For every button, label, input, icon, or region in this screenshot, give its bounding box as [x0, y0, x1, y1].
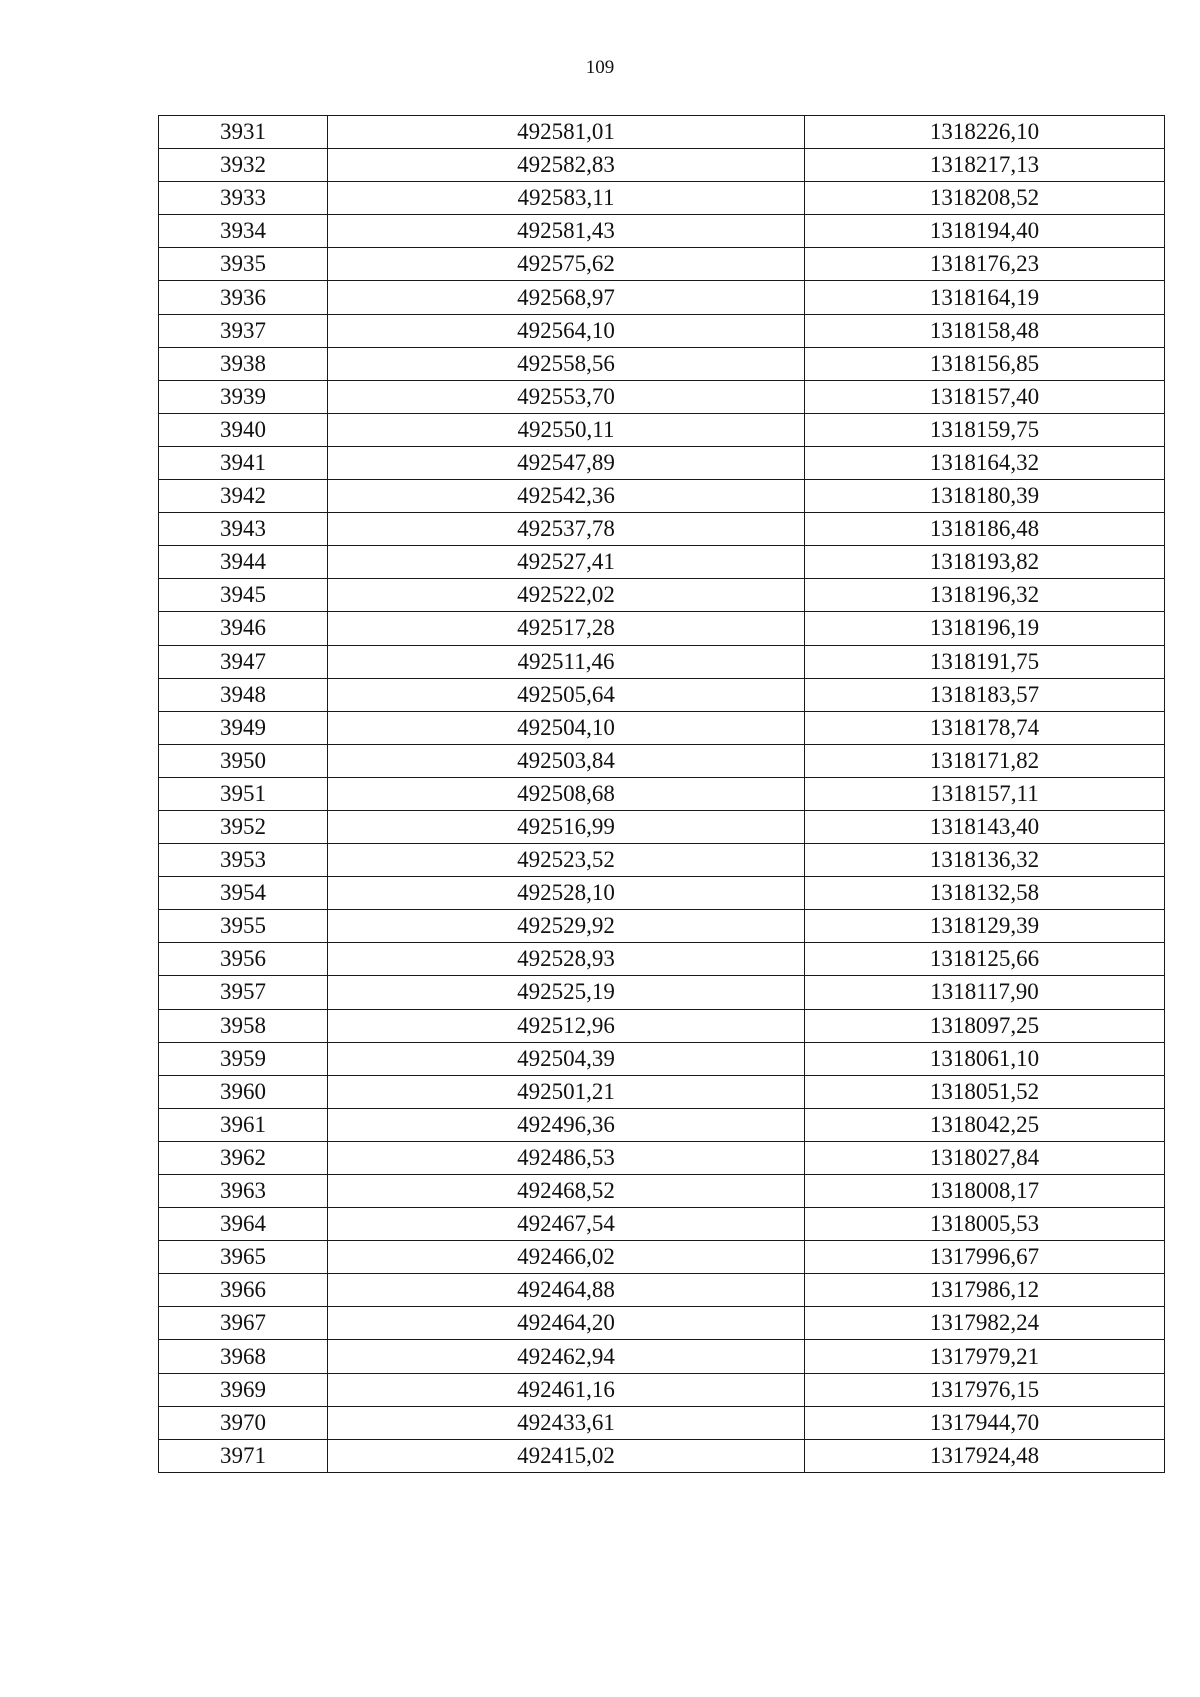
x-coordinate-cell: 492415,02 [328, 1439, 805, 1472]
point-number-cell: 3937 [159, 314, 328, 347]
table-row [159, 546, 1165, 579]
point-number-cell: 3941 [159, 446, 328, 479]
y-coordinate-cell: 1318208,52 [805, 182, 1165, 215]
x-coordinate-cell: 492553,70 [328, 380, 805, 413]
point-number-cell: 3944 [159, 546, 328, 579]
x-coordinate-cell: 492525,19 [328, 976, 805, 1009]
x-coordinate-cell: 492433,61 [328, 1406, 805, 1439]
table-row [159, 1274, 1165, 1307]
x-coordinate-cell: 492496,36 [328, 1108, 805, 1141]
y-coordinate-cell: 1318143,40 [805, 810, 1165, 843]
table-row [159, 1175, 1165, 1208]
y-coordinate-cell: 1318196,32 [805, 579, 1165, 612]
table-row [159, 777, 1165, 810]
table-row [159, 215, 1165, 248]
y-coordinate-cell: 1317982,24 [805, 1307, 1165, 1340]
point-number-cell: 3958 [159, 1009, 328, 1042]
table-row [159, 612, 1165, 645]
table-row [159, 1042, 1165, 1075]
point-number-cell: 3945 [159, 579, 328, 612]
point-number-cell: 3954 [159, 877, 328, 910]
table-row [159, 1141, 1165, 1174]
y-coordinate-cell: 1318164,19 [805, 281, 1165, 314]
y-coordinate-cell: 1318196,19 [805, 612, 1165, 645]
point-number-cell: 3942 [159, 480, 328, 513]
table-row [159, 480, 1165, 513]
x-coordinate-cell: 492504,10 [328, 711, 805, 744]
y-coordinate-cell: 1318178,74 [805, 711, 1165, 744]
point-number-cell: 3932 [159, 149, 328, 182]
y-coordinate-cell: 1318226,10 [805, 116, 1165, 149]
y-coordinate-cell: 1318097,25 [805, 1009, 1165, 1042]
y-coordinate-cell: 1318176,23 [805, 248, 1165, 281]
point-number-cell: 3946 [159, 612, 328, 645]
point-number-cell: 3948 [159, 678, 328, 711]
point-number-cell: 3965 [159, 1241, 328, 1274]
x-coordinate-cell: 492582,83 [328, 149, 805, 182]
x-coordinate-cell: 492547,89 [328, 446, 805, 479]
point-number-cell: 3964 [159, 1208, 328, 1241]
table-row [159, 877, 1165, 910]
x-coordinate-cell: 492529,92 [328, 910, 805, 943]
table-row [159, 281, 1165, 314]
y-coordinate-cell: 1318125,66 [805, 943, 1165, 976]
y-coordinate-cell: 1318051,52 [805, 1075, 1165, 1108]
table-row [159, 744, 1165, 777]
y-coordinate-cell: 1318159,75 [805, 413, 1165, 446]
x-coordinate-cell: 492575,62 [328, 248, 805, 281]
table-row [159, 347, 1165, 380]
y-coordinate-cell: 1318061,10 [805, 1042, 1165, 1075]
point-number-cell: 3936 [159, 281, 328, 314]
table-row [159, 1241, 1165, 1274]
point-number-cell: 3955 [159, 910, 328, 943]
y-coordinate-cell: 1318171,82 [805, 744, 1165, 777]
point-number-cell: 3969 [159, 1373, 328, 1406]
point-number-cell: 3933 [159, 182, 328, 215]
x-coordinate-cell: 492537,78 [328, 513, 805, 546]
x-coordinate-cell: 492568,97 [328, 281, 805, 314]
y-coordinate-cell: 1318183,57 [805, 678, 1165, 711]
y-coordinate-cell: 1318217,13 [805, 149, 1165, 182]
point-number-cell: 3970 [159, 1406, 328, 1439]
y-coordinate-cell: 1317924,48 [805, 1439, 1165, 1472]
x-coordinate-cell: 492528,10 [328, 877, 805, 910]
y-coordinate-cell: 1318117,90 [805, 976, 1165, 1009]
x-coordinate-cell: 492523,52 [328, 844, 805, 877]
y-coordinate-cell: 1318136,32 [805, 844, 1165, 877]
x-coordinate-cell: 492558,56 [328, 347, 805, 380]
point-number-cell: 3931 [159, 116, 328, 149]
table-row [159, 182, 1165, 215]
y-coordinate-cell: 1318008,17 [805, 1175, 1165, 1208]
x-coordinate-cell: 492511,46 [328, 645, 805, 678]
x-coordinate-cell: 492505,64 [328, 678, 805, 711]
point-number-cell: 3962 [159, 1141, 328, 1174]
table-row [159, 149, 1165, 182]
table-row [159, 645, 1165, 678]
y-coordinate-cell: 1317996,67 [805, 1241, 1165, 1274]
table-row [159, 248, 1165, 281]
y-coordinate-cell: 1318191,75 [805, 645, 1165, 678]
x-coordinate-cell: 492516,99 [328, 810, 805, 843]
x-coordinate-cell: 492501,21 [328, 1075, 805, 1108]
x-coordinate-cell: 492527,41 [328, 546, 805, 579]
y-coordinate-cell: 1318132,58 [805, 877, 1165, 910]
point-number-cell: 3968 [159, 1340, 328, 1373]
point-number-cell: 3960 [159, 1075, 328, 1108]
y-coordinate-cell: 1318129,39 [805, 910, 1165, 943]
table-row [159, 1075, 1165, 1108]
table-row [159, 1307, 1165, 1340]
y-coordinate-cell: 1318193,82 [805, 546, 1165, 579]
table-row [159, 380, 1165, 413]
y-coordinate-cell: 1318027,84 [805, 1141, 1165, 1174]
y-coordinate-cell: 1318005,53 [805, 1208, 1165, 1241]
page-number: 109 [585, 57, 615, 78]
table-row [159, 1340, 1165, 1373]
coordinates-table [158, 115, 1165, 1473]
x-coordinate-cell: 492583,11 [328, 182, 805, 215]
table-row [159, 1373, 1165, 1406]
x-coordinate-cell: 492486,53 [328, 1141, 805, 1174]
coordinates-table-body [159, 116, 1165, 1473]
point-number-cell: 3966 [159, 1274, 328, 1307]
point-number-cell: 3934 [159, 215, 328, 248]
x-coordinate-cell: 492461,16 [328, 1373, 805, 1406]
x-coordinate-cell: 492503,84 [328, 744, 805, 777]
y-coordinate-cell: 1318157,40 [805, 380, 1165, 413]
point-number-cell: 3963 [159, 1175, 328, 1208]
table-row [159, 1009, 1165, 1042]
table-row [159, 1108, 1165, 1141]
table-row [159, 711, 1165, 744]
table-row [159, 116, 1165, 149]
x-coordinate-cell: 492462,94 [328, 1340, 805, 1373]
table-row [159, 1208, 1165, 1241]
point-number-cell: 3957 [159, 976, 328, 1009]
y-coordinate-cell: 1318158,48 [805, 314, 1165, 347]
table-row [159, 844, 1165, 877]
y-coordinate-cell: 1318042,25 [805, 1108, 1165, 1141]
y-coordinate-cell: 1317979,21 [805, 1340, 1165, 1373]
table-row [159, 413, 1165, 446]
y-coordinate-cell: 1318156,85 [805, 347, 1165, 380]
point-number-cell: 3940 [159, 413, 328, 446]
x-coordinate-cell: 492522,02 [328, 579, 805, 612]
point-number-cell: 3953 [159, 844, 328, 877]
table-row [159, 910, 1165, 943]
table-row [159, 446, 1165, 479]
x-coordinate-cell: 492581,43 [328, 215, 805, 248]
x-coordinate-cell: 492468,52 [328, 1175, 805, 1208]
x-coordinate-cell: 492550,11 [328, 413, 805, 446]
table-row [159, 1439, 1165, 1472]
point-number-cell: 3935 [159, 248, 328, 281]
point-number-cell: 3952 [159, 810, 328, 843]
x-coordinate-cell: 492528,93 [328, 943, 805, 976]
x-coordinate-cell: 492466,02 [328, 1241, 805, 1274]
table-row [159, 579, 1165, 612]
x-coordinate-cell: 492464,20 [328, 1307, 805, 1340]
x-coordinate-cell: 492564,10 [328, 314, 805, 347]
x-coordinate-cell: 492581,01 [328, 116, 805, 149]
x-coordinate-cell: 492467,54 [328, 1208, 805, 1241]
y-coordinate-cell: 1318186,48 [805, 513, 1165, 546]
point-number-cell: 3961 [159, 1108, 328, 1141]
point-number-cell: 3959 [159, 1042, 328, 1075]
y-coordinate-cell: 1317986,12 [805, 1274, 1165, 1307]
y-coordinate-cell: 1318157,11 [805, 777, 1165, 810]
x-coordinate-cell: 492542,36 [328, 480, 805, 513]
point-number-cell: 3956 [159, 943, 328, 976]
x-coordinate-cell: 492464,88 [328, 1274, 805, 1307]
point-number-cell: 3938 [159, 347, 328, 380]
point-number-cell: 3947 [159, 645, 328, 678]
x-coordinate-cell: 492517,28 [328, 612, 805, 645]
x-coordinate-cell: 492508,68 [328, 777, 805, 810]
point-number-cell: 3971 [159, 1439, 328, 1472]
y-coordinate-cell: 1317976,15 [805, 1373, 1165, 1406]
table-row [159, 943, 1165, 976]
point-number-cell: 3939 [159, 380, 328, 413]
table-row [159, 810, 1165, 843]
table-row [159, 678, 1165, 711]
y-coordinate-cell: 1318164,32 [805, 446, 1165, 479]
table-row [159, 314, 1165, 347]
point-number-cell: 3951 [159, 777, 328, 810]
table-row [159, 1406, 1165, 1439]
x-coordinate-cell: 492504,39 [328, 1042, 805, 1075]
y-coordinate-cell: 1318194,40 [805, 215, 1165, 248]
point-number-cell: 3967 [159, 1307, 328, 1340]
point-number-cell: 3949 [159, 711, 328, 744]
table-row [159, 976, 1165, 1009]
point-number-cell: 3943 [159, 513, 328, 546]
y-coordinate-cell: 1317944,70 [805, 1406, 1165, 1439]
y-coordinate-cell: 1318180,39 [805, 480, 1165, 513]
point-number-cell: 3950 [159, 744, 328, 777]
x-coordinate-cell: 492512,96 [328, 1009, 805, 1042]
table-row [159, 513, 1165, 546]
